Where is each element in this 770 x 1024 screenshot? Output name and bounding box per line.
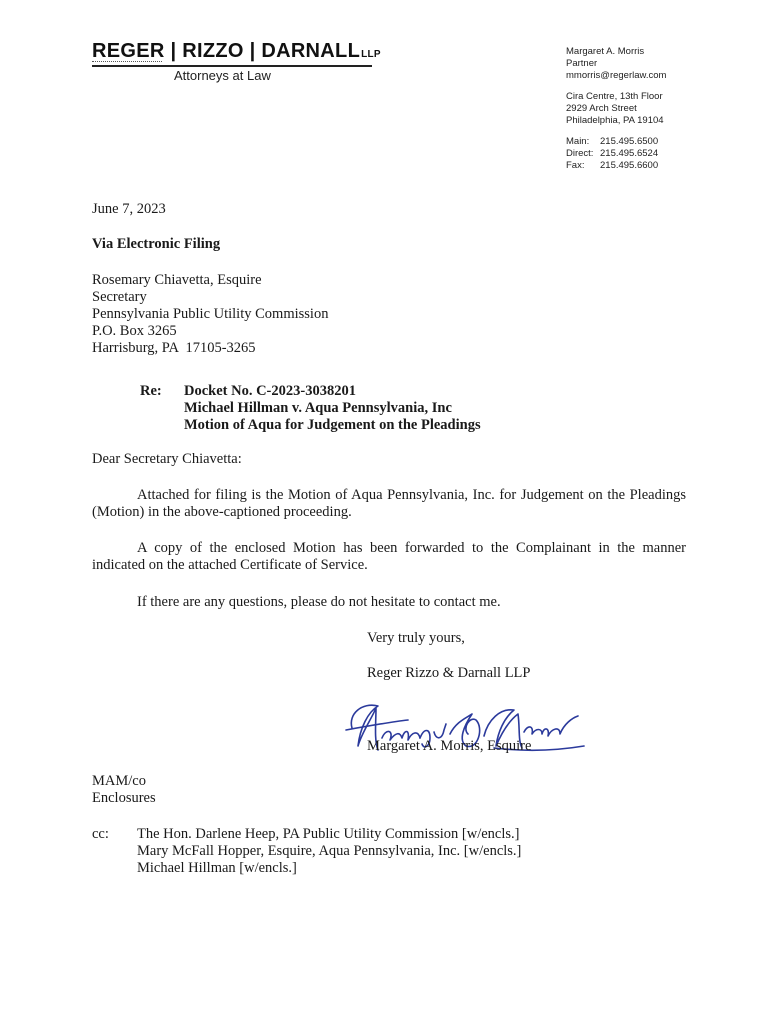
body-paragraph: A copy of the enclosed Motion has been forwarded to the Complainant in the manner indicated on the attached Certificate of Service. xyxy=(92,540,686,573)
phone-row xyxy=(566,148,756,160)
logo-dash-line xyxy=(92,61,162,62)
address-line: 2929 Arch Street xyxy=(566,103,637,114)
sender-identity xyxy=(566,46,756,82)
sender-address xyxy=(566,91,756,127)
phone-number: 215.495.6524 xyxy=(600,148,659,159)
sender-email: mmorris@regerlaw.com xyxy=(566,70,667,81)
letter-date: June 7, 2023 xyxy=(92,201,166,217)
enclosures-note: Enclosures xyxy=(92,790,156,806)
phone-number: 215.495.6600 xyxy=(600,160,659,171)
cc-label: cc: xyxy=(92,826,109,842)
subject-line: Michael Hillman v. Aqua Pennsylvania, Inc xyxy=(184,400,452,416)
sender-name: Margaret A. Morris xyxy=(566,46,645,57)
recipient-address xyxy=(92,272,686,357)
logo-rule-line xyxy=(92,65,372,67)
firm-name xyxy=(92,40,382,63)
phone-number: 215.495.6500 xyxy=(600,136,659,147)
phone-label: Fax: xyxy=(566,160,585,171)
cc-recipient: Mary McFall Hopper, Esquire, Aqua Pennsylvania, Inc. [w/encls.] xyxy=(137,843,522,859)
subject-line: Motion of Aqua for Judgement on the Pleadings xyxy=(184,417,481,433)
typist-initials: MAM/co xyxy=(92,773,146,789)
phone-label: Main: xyxy=(566,136,590,147)
firm-name-text: REGER | RIZZO | DARNALL xyxy=(92,40,361,62)
cc-recipient: The Hon. Darlene Heep, PA Public Utility Commission [w/encls.] xyxy=(137,826,520,842)
recipient-line: Pennsylvania Public Utility Commission xyxy=(92,306,329,322)
recipient-line: Rosemary Chiavetta, Esquire xyxy=(92,272,262,288)
firm-logo xyxy=(92,40,382,83)
firm-suffix: LLP xyxy=(361,49,381,60)
recipient-line: Secretary xyxy=(92,289,147,305)
subject-line: Docket No. C-2023-3038201 xyxy=(184,383,356,399)
cc-list xyxy=(137,826,521,877)
cc-recipient: Michael Hillman [w/encls.] xyxy=(137,860,297,876)
sender-phones xyxy=(566,136,756,172)
phone-label: Direct: xyxy=(566,148,594,159)
signer-name: Margaret A. Morris, Esquire xyxy=(367,738,532,754)
salutation: Dear Secretary Chiavetta: xyxy=(92,451,242,467)
recipient-line: Harrisburg, PA 17105-3265 xyxy=(92,340,256,356)
body-paragraph: Attached for filing is the Motion of Aqua Pennsylvania, Inc. for Judgement on the Pleadings (Motion) in the above-captioned proceeding. xyxy=(92,487,686,520)
firm-tagline: Attorneys at Law xyxy=(174,68,271,83)
address-line: Philadelphia, PA 19104 xyxy=(566,115,664,126)
body-paragraph: If there are any questions, please do not hesitate to contact me. xyxy=(137,594,501,610)
phone-row xyxy=(566,136,756,148)
handwritten-signature xyxy=(338,688,606,768)
closing: Very truly yours, xyxy=(367,630,465,646)
address-line: Cira Centre, 13th Floor xyxy=(566,91,663,102)
delivery-method: Via Electronic Filing xyxy=(92,236,221,252)
recipient-line: P.O. Box 3265 xyxy=(92,323,177,339)
firm-signature-line: Reger Rizzo & Darnall LLP xyxy=(367,665,531,681)
phone-row xyxy=(566,160,756,172)
sender-contact-block xyxy=(566,46,756,181)
subject-lines xyxy=(184,383,564,434)
subject-label: Re: xyxy=(140,383,162,399)
sender-title: Partner xyxy=(566,58,598,69)
